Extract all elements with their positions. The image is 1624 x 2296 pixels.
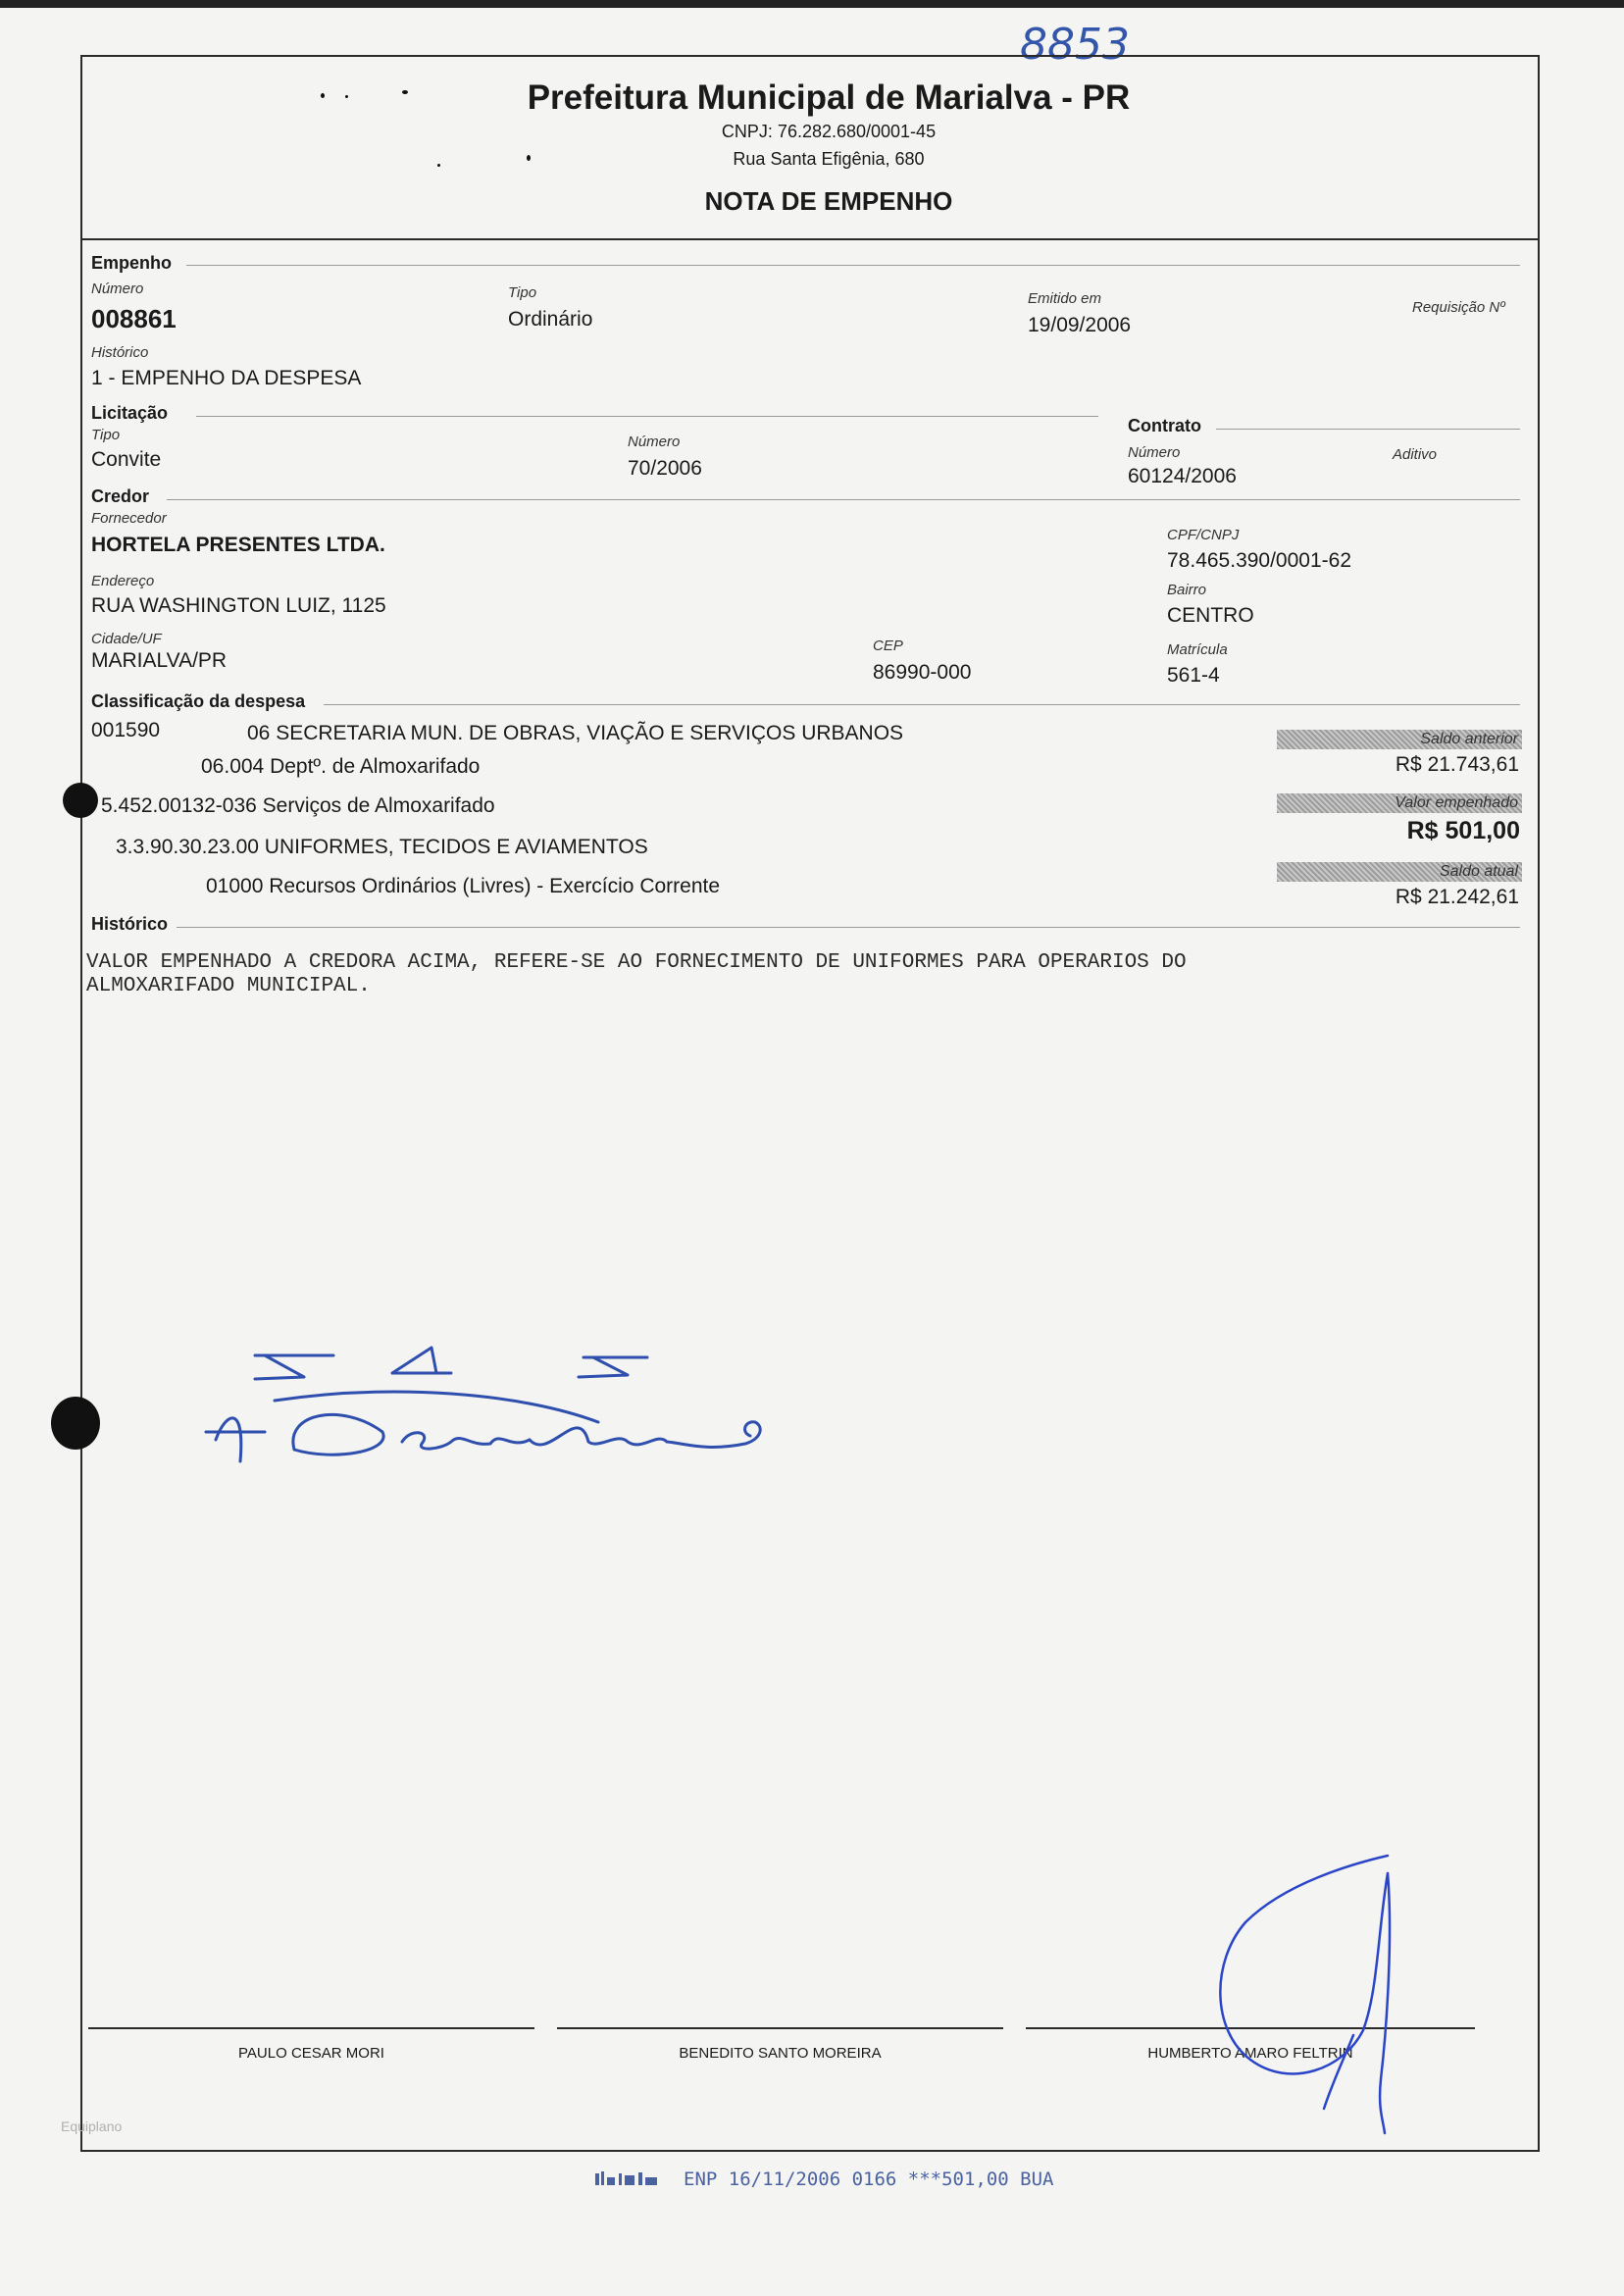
scan-top-border xyxy=(0,0,1624,8)
empenho-tipo: Ordinário xyxy=(508,308,593,331)
licitacao-numero: 70/2006 xyxy=(628,457,702,480)
historico-line-2: ALMOXARIFADO MUNICIPAL. xyxy=(86,975,371,997)
section-historico: Histórico xyxy=(91,914,169,934)
municipality-title: Prefeitura Municipal de Marialva - PR xyxy=(527,78,1131,117)
matricula-label: Matrícula xyxy=(1167,641,1228,658)
empenho-tipo-label: Tipo xyxy=(508,284,537,301)
header-divider xyxy=(80,238,1540,240)
handwritten-signature xyxy=(196,1334,785,1491)
punch-hole xyxy=(51,1397,100,1450)
section-rule xyxy=(177,927,1520,928)
classificacao-code: 001590 xyxy=(91,719,161,741)
section-licitacao: Licitação xyxy=(91,403,169,423)
licitacao-tipo: Convite xyxy=(91,448,162,471)
valor-empenhado-label: Valor empenhado xyxy=(1395,794,1518,811)
signer-name-1: PAULO CESAR MORI xyxy=(238,2045,384,2062)
section-rule xyxy=(196,416,1098,417)
empenho-historico-label: Histórico xyxy=(91,344,149,361)
historico-line-1: VALOR EMPENHADO A CREDORA ACIMA, REFERE-SE AO FORNECIMENTO DE UNIFORMES PARA OPERARIOS DO xyxy=(86,951,1187,974)
address-text: Rua Santa Efigênia, 680 xyxy=(733,149,925,169)
punch-hole xyxy=(63,783,98,818)
signer-name-3: HUMBERTO AMARO FELTRIN xyxy=(1147,2045,1353,2062)
fornecedor-name: HORTELA PRESENTES LTDA. xyxy=(91,534,385,556)
endereco: RUA WASHINGTON LUIZ, 1125 xyxy=(91,594,386,617)
emitido-label: Emitido em xyxy=(1028,290,1102,307)
section-contrato: Contrato xyxy=(1128,416,1201,435)
classificacao-recurso: 01000 Recursos Ordinários (Livres) - Exercício Corrente xyxy=(206,875,721,897)
cidade-label: Cidade/UF xyxy=(91,631,162,647)
mechanical-stamp: ENP 16/11/2006 0166 ***501,00 BUA xyxy=(684,2168,1054,2190)
valor-empenhado-bar xyxy=(1277,793,1522,813)
bairro-label: Bairro xyxy=(1167,582,1207,598)
section-credor: Credor xyxy=(91,486,150,506)
cpf-cnpj-label: CPF/CNPJ xyxy=(1167,527,1240,543)
valor-empenhado-value: R$ 501,00 xyxy=(1406,817,1520,844)
cep: 86990-000 xyxy=(873,661,972,684)
empenho-historico: 1 - EMPENHO DA DESPESA xyxy=(91,367,362,389)
document-title: NOTA DE EMPENHO xyxy=(704,186,953,216)
cidade: MARIALVA/PR xyxy=(91,649,228,672)
section-rule xyxy=(186,265,1520,266)
licitacao-numero-label: Número xyxy=(628,434,681,450)
classificacao-orgao: 06 SECRETARIA MUN. DE OBRAS, VIAÇÃO E SERVIÇOS URBANOS xyxy=(247,722,904,744)
requisicao-label: Requisição Nº xyxy=(1412,299,1505,316)
handwritten-document-number: 8853 xyxy=(1020,20,1130,70)
saldo-anterior-value: R$ 21.743,61 xyxy=(1395,753,1519,776)
signature-line-2 xyxy=(557,2027,1003,2029)
section-empenho: Empenho xyxy=(91,253,173,273)
saldo-anterior-bar xyxy=(1277,730,1522,749)
cep-label: CEP xyxy=(873,638,903,654)
classificacao-funcional: 5.452.00132-036 Serviços de Almoxarifado xyxy=(101,794,495,817)
stamp-logo-icon xyxy=(593,2169,662,2189)
contrato-numero-label: Número xyxy=(1128,444,1181,461)
signature-line-1 xyxy=(88,2027,534,2029)
contrato-numero: 60124/2006 xyxy=(1128,465,1237,487)
section-rule xyxy=(1216,429,1520,430)
cnpj-text: CNPJ: 76.282.680/0001-45 xyxy=(721,122,937,141)
handwritten-signature-feltrin xyxy=(1196,1854,1432,2148)
cpf-cnpj: 78.465.390/0001-62 xyxy=(1167,549,1352,572)
contrato-aditivo-label: Aditivo xyxy=(1393,446,1438,463)
bairro: CENTRO xyxy=(1167,604,1254,627)
classificacao-unidade: 06.004 Deptº. de Almoxarifado xyxy=(201,755,481,778)
section-classificacao: Classificação da despesa xyxy=(91,691,306,711)
section-rule xyxy=(167,499,1520,500)
signer-name-2: BENEDITO SANTO MOREIRA xyxy=(679,2045,882,2062)
section-rule xyxy=(324,704,1520,705)
saldo-atual-bar xyxy=(1277,862,1522,882)
saldo-anterior-label: Saldo anterior xyxy=(1420,731,1518,747)
fornecedor-label: Fornecedor xyxy=(91,510,167,527)
saldo-atual-value: R$ 21.242,61 xyxy=(1395,886,1519,908)
matricula: 561-4 xyxy=(1167,664,1220,687)
emitido-date: 19/09/2006 xyxy=(1028,314,1132,336)
endereco-label: Endereço xyxy=(91,573,155,589)
empenho-numero: 008861 xyxy=(91,304,177,333)
licitacao-tipo-label: Tipo xyxy=(91,427,121,443)
system-watermark: Equiplano xyxy=(61,2118,123,2134)
empenho-numero-label: Número xyxy=(91,281,144,297)
saldo-atual-label: Saldo atual xyxy=(1439,863,1518,880)
classificacao-elemento: 3.3.90.30.23.00 UNIFORMES, TECIDOS E AVIAMENTOS xyxy=(116,836,648,858)
